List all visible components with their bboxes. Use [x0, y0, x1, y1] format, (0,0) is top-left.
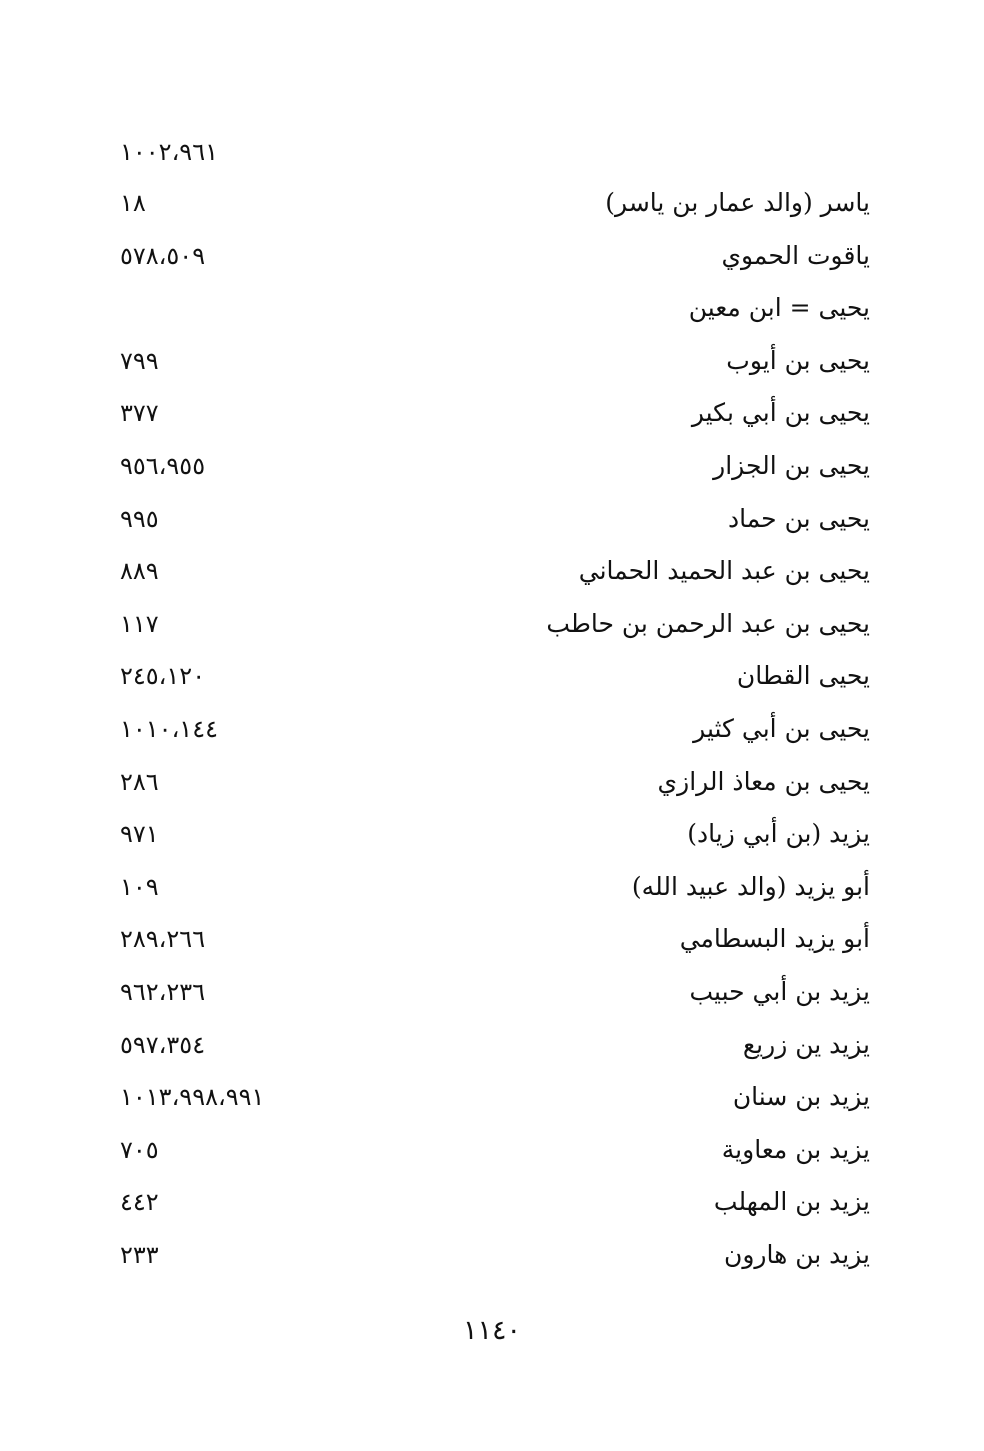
index-entry	[0, 1022, 984, 1075]
entry-name: يزيد بن سنان	[732, 1082, 870, 1112]
index-entry	[0, 1232, 984, 1285]
entry-pages: ٣٧٧	[120, 399, 159, 428]
entry-pages: ٧٠٥	[120, 1135, 159, 1164]
entry-name: يحيى القطان	[736, 661, 870, 691]
entry-name: يحيى بن عبد الرحمن بن حاطب	[546, 608, 870, 638]
entry-name: يزيد (بن أبي زياد)	[687, 819, 870, 849]
index-entry	[0, 233, 984, 286]
index-entry	[0, 390, 984, 443]
index-entry	[0, 1127, 984, 1180]
entry-pages: ٨٨٩	[120, 557, 159, 586]
index-entry	[0, 969, 984, 1022]
entry-pages: ٩٩٥	[120, 504, 159, 533]
index-entry	[0, 653, 984, 706]
index-entry	[0, 916, 984, 969]
entry-name: يحيى بن معاذ الرازي	[657, 766, 870, 796]
index-entry	[0, 706, 984, 759]
entry-name: يحيى بن أبي بكير	[691, 398, 870, 428]
entry-name: أبو يزيد البسطامي	[679, 924, 870, 954]
entry-name: يحيى بن أيوب	[726, 345, 870, 375]
entry-pages: ٧٩٩	[120, 346, 159, 375]
index-entry	[0, 496, 984, 549]
entry-name: يزيد بن معاوية	[721, 1134, 870, 1164]
entry-pages: ٢٨٩،٢٦٦	[120, 925, 206, 954]
page-number: ١١٤٠	[462, 1315, 521, 1346]
entry-pages: ١٠٩	[120, 872, 159, 901]
index-entry	[0, 759, 984, 812]
entry-name: يزيد بن أبي حبيب	[689, 976, 870, 1006]
entry-name: يزيد ين زريع	[742, 1029, 870, 1059]
index-entry	[0, 548, 984, 601]
entry-name: ياسر (والد عمار بن ياسر)	[605, 188, 870, 217]
entry-name: يحيى بن عبد الحميد الحماني	[578, 556, 870, 586]
entry-pages: ١١٧	[120, 609, 159, 638]
entry-pages: ١٠١٣،٩٩٨،٩٩١	[120, 1083, 265, 1112]
entry-name: ياقوت الحموي	[721, 240, 870, 270]
index-entry	[0, 1179, 984, 1232]
continued-page-references: ١٠٠٢،٩٦١	[120, 138, 218, 166]
entry-pages: ٢٣٣	[120, 1240, 159, 1269]
entry-pages: ٥٩٧،٣٥٤	[120, 1030, 206, 1059]
entry-pages: ٢٤٥،١٢٠	[120, 662, 206, 691]
index-entry	[0, 338, 984, 391]
index-entry	[0, 443, 984, 496]
entry-name: يزيد بن هارون	[723, 1239, 870, 1269]
index-entry	[0, 1074, 984, 1127]
entry-name: يزيد بن المهلب	[713, 1187, 870, 1217]
entry-pages: ٤٤٢	[120, 1188, 159, 1217]
index-entry	[0, 180, 984, 233]
index-entry	[0, 601, 984, 654]
entry-pages: ٩٦٢،٢٣٦	[120, 977, 206, 1006]
entry-name: يحيى = ابن معين	[688, 293, 870, 323]
index-entry	[0, 811, 984, 864]
entry-name: يحيى بن حماد	[727, 503, 870, 533]
index-entry	[0, 864, 984, 917]
index-entry	[0, 285, 984, 338]
entry-name: أبو يزيد (والد عبيد الله)	[631, 871, 870, 901]
entry-pages: ٩٥٦،٩٥٥	[120, 451, 206, 480]
entry-pages: ٥٧٨،٥٠٩	[120, 241, 206, 270]
entry-pages: ٢٨٦	[120, 767, 159, 796]
entry-pages: ٩٧١	[120, 820, 159, 849]
entry-pages: ١٠١٠،١٤٤	[120, 714, 218, 743]
entry-name: يحيى بن الجزار	[713, 450, 870, 480]
index-entries-list	[0, 180, 984, 1284]
entry-pages: ١٨	[120, 189, 146, 217]
entry-name: يحيى بن أبي كثير	[693, 713, 870, 743]
